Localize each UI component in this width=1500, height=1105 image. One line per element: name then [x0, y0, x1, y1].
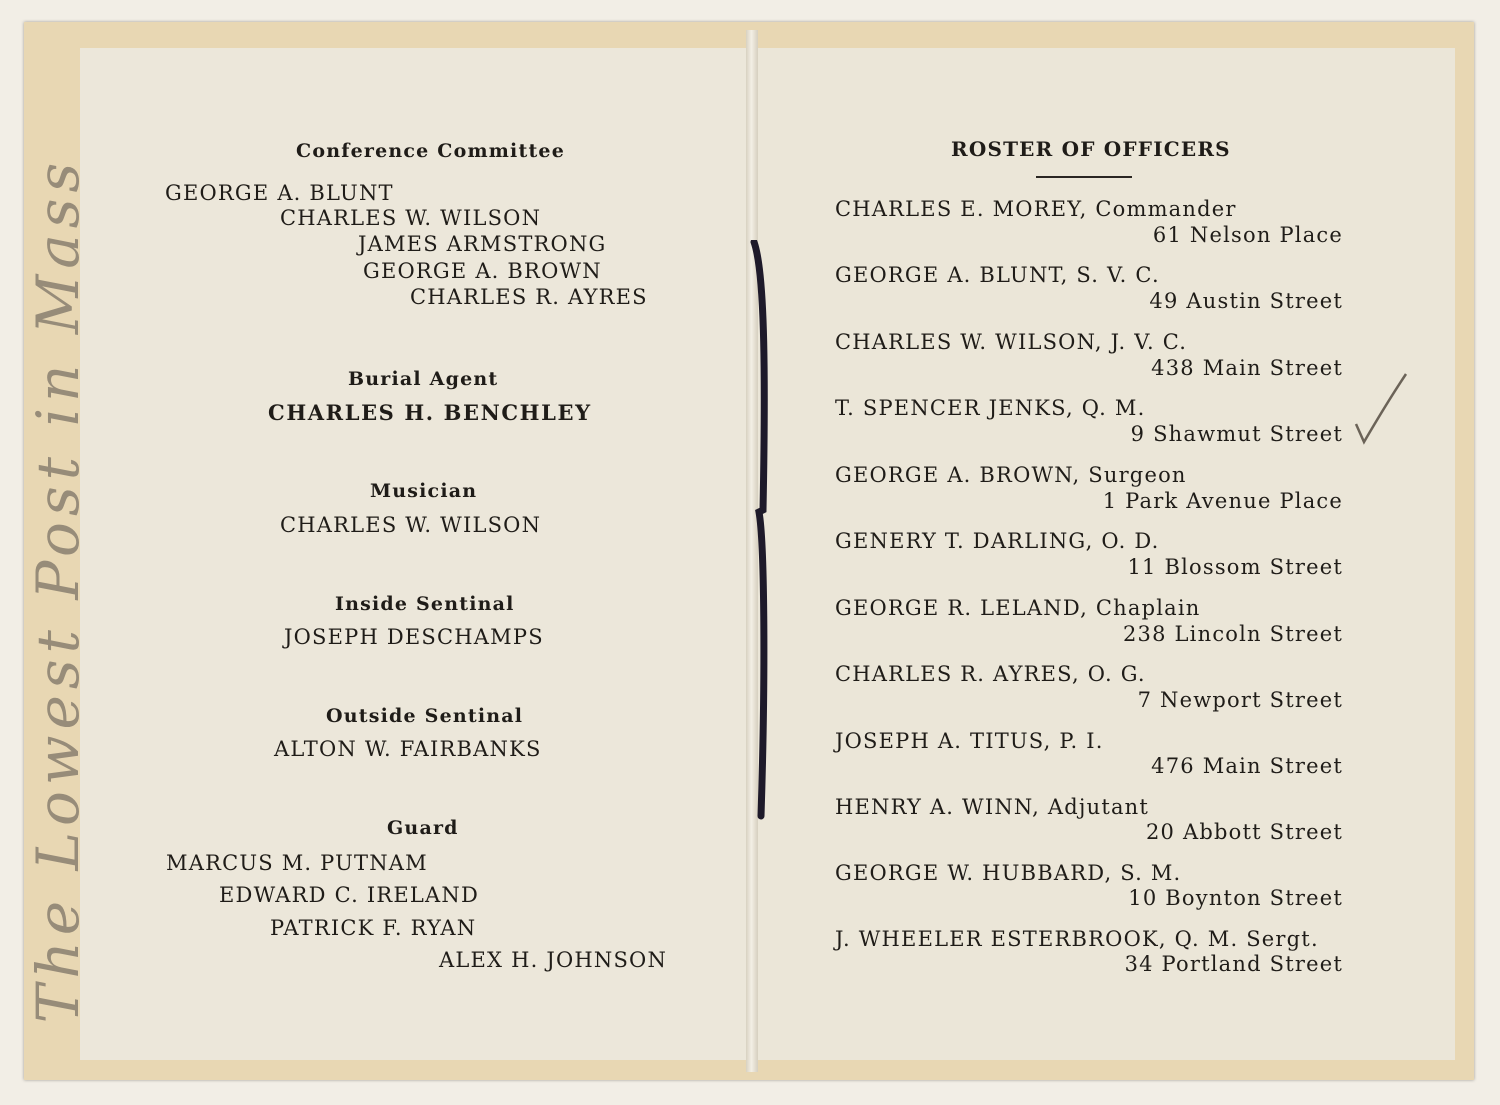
- outside-sentinal-name: ALTON W. FAIRBANKS: [274, 737, 542, 761]
- officer-address: 7 Newport Street: [1137, 688, 1343, 712]
- guard-heading: Guard: [387, 817, 459, 839]
- officer-name: HENRY A. WINN, Adjutant: [835, 795, 1150, 819]
- officer-name: CHARLES W. WILSON, J. V. C.: [835, 330, 1188, 354]
- conference-member: JAMES ARMSTRONG: [358, 232, 607, 256]
- officer-name: GEORGE W. HUBBARD, S. M.: [835, 861, 1182, 885]
- conference-committee-heading: Conference Committee: [296, 140, 566, 162]
- officer-name: CHARLES R. AYRES, O. G.: [835, 662, 1146, 686]
- inside-sentinal-heading: Inside Sentinal: [335, 593, 515, 615]
- officer-address: 10 Boynton Street: [1128, 886, 1343, 910]
- guard-member: EDWARD C. IRELAND: [219, 883, 480, 907]
- officer-name: JOSEPH A. TITUS, P. I.: [835, 729, 1104, 753]
- officer-name: CHARLES E. MOREY, Commander: [835, 197, 1237, 221]
- officer-name: GEORGE A. BROWN, Surgeon: [835, 463, 1187, 487]
- roster-title: ROSTER OF OFFICERS: [951, 137, 1231, 161]
- conference-member: CHARLES W. WILSON: [280, 206, 542, 230]
- officer-address: 34 Portland Street: [1124, 952, 1343, 976]
- conference-member: GEORGE A. BROWN: [363, 259, 602, 283]
- burial-agent-heading: Burial Agent: [348, 368, 499, 390]
- officer-address: 61 Nelson Place: [1152, 223, 1343, 247]
- outside-sentinal-heading: Outside Sentinal: [326, 705, 524, 727]
- officer-address: 476 Main Street: [1151, 754, 1343, 778]
- officer-address: 438 Main Street: [1151, 356, 1343, 380]
- officer-address: 11 Blossom Street: [1127, 555, 1343, 579]
- officer-name: T. SPENCER JENKS, Q. M.: [835, 396, 1146, 420]
- officer-address: 20 Abbott Street: [1145, 820, 1343, 844]
- musician-heading: Musician: [370, 480, 478, 502]
- conference-member: GEORGE A. BLUNT: [165, 181, 394, 205]
- burial-agent-name: CHARLES H. BENCHLEY: [268, 400, 592, 425]
- binding-stitch-icon: [750, 240, 770, 820]
- handwritten-note: The Lowest Post in Mass: [24, 156, 92, 1024]
- inside-sentinal-name: JOSEPH DESCHAMPS: [284, 625, 544, 649]
- guard-member: MARCUS M. PUTNAM: [166, 851, 428, 875]
- check-mark-icon: [1350, 368, 1410, 448]
- officer-name: GEORGE A. BLUNT, S. V. C.: [835, 263, 1160, 287]
- officer-address: 49 Austin Street: [1149, 289, 1343, 313]
- officer-name: GENERY T. DARLING, O. D.: [835, 529, 1160, 553]
- officer-name: GEORGE R. LELAND, Chaplain: [835, 596, 1201, 620]
- officer-address: 9 Shawmut Street: [1130, 422, 1343, 446]
- officer-name: J. WHEELER ESTERBROOK, Q. M. Sergt.: [835, 927, 1319, 951]
- guard-member: ALEX H. JOHNSON: [439, 948, 668, 972]
- musician-name: CHARLES W. WILSON: [280, 513, 542, 537]
- title-divider: [1036, 176, 1132, 178]
- officer-address: 238 Lincoln Street: [1122, 622, 1343, 646]
- conference-member: CHARLES R. AYRES: [410, 285, 648, 309]
- officer-address: 1 Park Avenue Place: [1102, 489, 1343, 513]
- guard-member: PATRICK F. RYAN: [270, 916, 477, 940]
